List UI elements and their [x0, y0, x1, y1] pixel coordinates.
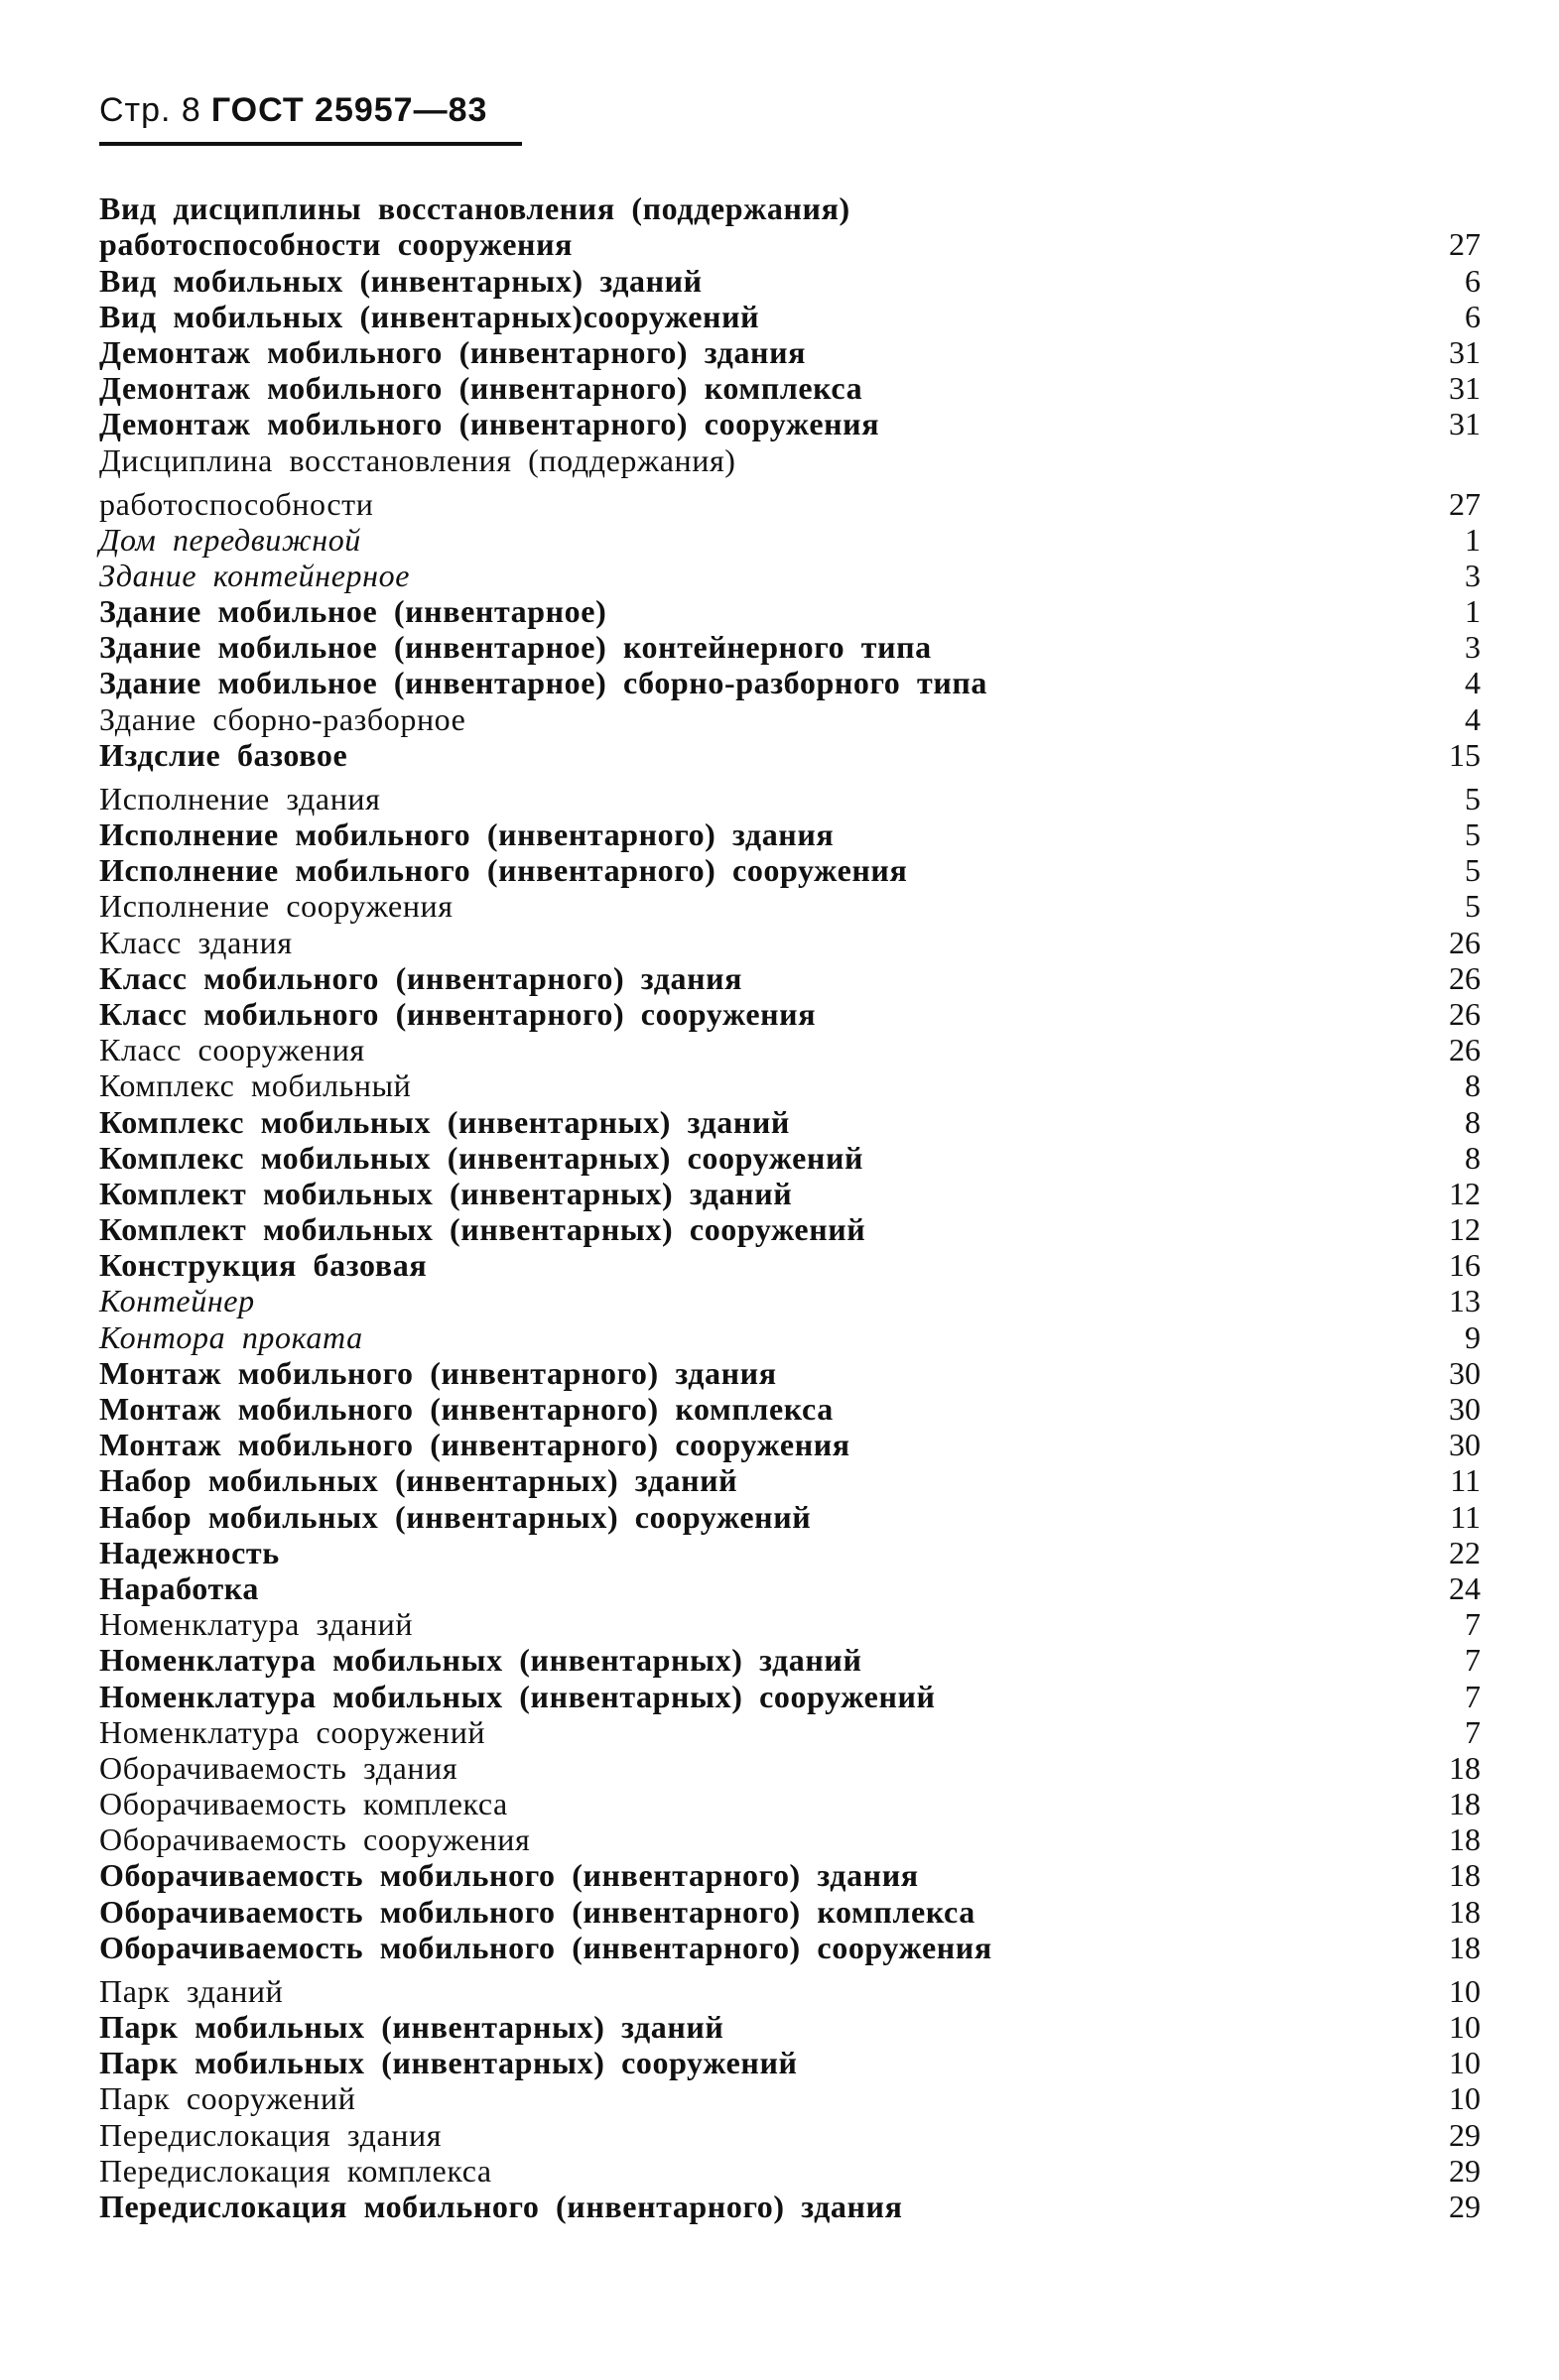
index-term: Комплект мобильных (инвентарных) сооружений: [99, 1211, 866, 1248]
index-page-number: 18: [1449, 1749, 1481, 1786]
index-term: Класс здания: [99, 924, 293, 960]
index-term: Вид дисциплины восстановления (поддержания): [99, 190, 850, 227]
index-page-number: 30: [1449, 1354, 1481, 1391]
index-page-number: 1: [1465, 593, 1481, 630]
index-entry: [99, 1534, 1481, 1572]
index-entry: [99, 1320, 1481, 1356]
index-entry: [99, 1139, 1481, 1178]
index-page-number: 15: [1449, 736, 1481, 773]
index-entry: [99, 192, 1481, 228]
index-term: Оборачиваемость мобильного (инвентарного) комплекса: [99, 1893, 975, 1930]
index-term: Комплект мобильных (инвентарных) зданий: [99, 1175, 793, 1211]
index-page-number: 10: [1449, 2080, 1481, 2117]
index-entry: [99, 595, 1481, 631]
index-entry: [99, 1213, 1481, 1249]
index-entry: [99, 1788, 1481, 1823]
index-page-number: 11: [1450, 1462, 1481, 1499]
index-entry: [99, 631, 1481, 667]
index-entry: [99, 1464, 1481, 1500]
index-entry: [99, 1749, 1481, 1788]
index-page-number: 6: [1465, 262, 1481, 299]
index-entry: [99, 995, 1481, 1034]
index-term: Исполнение здания: [99, 780, 381, 816]
index-term: Оборачиваемость мобильного (инвентарного) здания: [99, 1857, 919, 1894]
index-page-number: 31: [1449, 333, 1481, 370]
index-page-number: 11: [1450, 1498, 1481, 1535]
index-page-number: 18: [1449, 1857, 1481, 1894]
index-term: Здание контейнерное: [99, 557, 411, 593]
index-page-number: 3: [1465, 557, 1481, 593]
index-page-number: 31: [1449, 406, 1481, 442]
index-term: Парк сооружений: [99, 2080, 356, 2117]
index-entry: [99, 408, 1481, 443]
index-page-number: 18: [1449, 1821, 1481, 1858]
index-page-number: 18: [1449, 1893, 1481, 1930]
index-page-number: 12: [1449, 1211, 1481, 1248]
index-term: Демонтаж мобильного (инвентарного) сооружения: [99, 406, 880, 442]
index-entry: [99, 2118, 1481, 2154]
index-page-number: 29: [1449, 2116, 1481, 2153]
index-page-number: 26: [1449, 995, 1481, 1032]
index-entry: [99, 890, 1481, 926]
index-term: Класс сооружения: [99, 1032, 365, 1068]
index-page-number: 18: [1449, 1786, 1481, 1822]
index-term: Монтаж мобильного (инвентарного) сооружения: [99, 1427, 850, 1463]
index-entry: [99, 2011, 1481, 2047]
index-entry: [99, 1929, 1481, 1967]
index-term: работоспособности сооружения: [99, 226, 574, 263]
index-entry: [99, 854, 1481, 890]
index-page-number: 13: [1449, 1283, 1481, 1319]
index-entry: [99, 2152, 1481, 2191]
index-term: Оборачиваемость комплекса: [99, 1786, 508, 1822]
index-page-number: 7: [1465, 1678, 1481, 1714]
index-page-number: 5: [1465, 852, 1481, 889]
index-term: Номенклатура мобильных (инвентарных) зданий: [99, 1642, 862, 1679]
index-term: Номенклатура мобильных (инвентарных) сооружений: [99, 1678, 936, 1714]
index-entry: [99, 521, 1481, 560]
index-page-number: 29: [1449, 2188, 1481, 2224]
index-page-number: 7: [1465, 1642, 1481, 1679]
index-entry: [99, 1500, 1481, 1536]
index-page-number: 16: [1449, 1247, 1481, 1284]
index-entry: [99, 1175, 1481, 1213]
index-term: Передислокация здания: [99, 2116, 443, 2153]
index-entry: [99, 1354, 1481, 1393]
index-page-number: 18: [1449, 1929, 1481, 1965]
index-term: Исполнение мобильного (инвентарного) сооружения: [99, 852, 908, 889]
index-page-number: 4: [1465, 700, 1481, 737]
index-page-number: 9: [1465, 1318, 1481, 1355]
index-term: Набор мобильных (инвентарных) сооружений: [99, 1498, 812, 1535]
index-page-number: 26: [1449, 924, 1481, 960]
index-term: Оборачиваемость сооружения: [99, 1821, 531, 1858]
index-term: Здание мобильное (инвентарное): [99, 593, 607, 630]
index-page-number: 10: [1449, 2009, 1481, 2045]
index-term: работоспособности: [99, 485, 374, 522]
index-entry: [99, 1644, 1481, 1680]
index-entry: [99, 298, 1481, 336]
index-term: Номенклатура зданий: [99, 1606, 414, 1643]
index-entry: [99, 372, 1481, 408]
index-entry: [99, 333, 1481, 372]
index-term: Класс мобильного (инвентарного) здания: [99, 959, 743, 996]
index-page-number: 27: [1449, 226, 1481, 263]
index-page-number: 22: [1449, 1534, 1481, 1570]
alphabetical-term-index: [99, 192, 1481, 2226]
index-page-number: 5: [1465, 780, 1481, 816]
index-term: Дом передвижной: [99, 521, 361, 558]
index-term: Монтаж мобильного (инвентарного) комплекса: [99, 1391, 834, 1427]
page-header: [99, 91, 487, 130]
index-term: Дисциплина восстановления (поддержания): [99, 441, 736, 478]
index-entry: [99, 1285, 1481, 1320]
index-term: Контора проката: [99, 1318, 363, 1355]
index-entry: [99, 1069, 1481, 1105]
index-page-number: 5: [1465, 888, 1481, 925]
index-entry: [99, 557, 1481, 595]
index-page-number: 10: [1449, 2045, 1481, 2081]
page-number-label: Стр. 8: [99, 91, 201, 129]
header-underline: [99, 142, 522, 146]
index-term: Исполнение сооружения: [99, 888, 454, 925]
index-page-number: 7: [1465, 1606, 1481, 1643]
index-term: Передислокация комплекса: [99, 2152, 492, 2189]
index-term: Издслие базовое: [99, 736, 348, 773]
index-term: Здание сборно-разборное: [99, 700, 466, 737]
index-page-number: 3: [1465, 629, 1481, 666]
index-term: Комплекс мобильных (инвентарных) зданий: [99, 1103, 790, 1140]
index-term: Передислокация мобильного (инвентарного) здания: [99, 2188, 903, 2224]
index-page-number: 29: [1449, 2152, 1481, 2189]
index-page-number: 31: [1449, 370, 1481, 407]
index-term: Комплекс мобильных (инвентарных) сооружений: [99, 1139, 864, 1176]
index-entry: [99, 1105, 1481, 1141]
index-entry: [99, 1713, 1481, 1752]
index-page-number: 8: [1465, 1103, 1481, 1140]
index-entry: [99, 2047, 1481, 2082]
standard-designation: ГОСТ 25957—83: [210, 91, 488, 129]
index-term: Вид мобильных (инвентарных)сооружений: [99, 298, 760, 334]
index-entry: [99, 926, 1481, 961]
index-term: Парк мобильных (инвентарных) сооружений: [99, 2045, 798, 2081]
index-entry: [99, 1249, 1481, 1285]
index-term: Демонтаж мобильного (инвентарного) комплекса: [99, 370, 863, 407]
index-entry: [99, 667, 1481, 702]
index-entry: [99, 1393, 1481, 1429]
index-entry: [99, 775, 1481, 818]
index-page-number: 27: [1449, 485, 1481, 522]
index-page-number: 4: [1465, 665, 1481, 701]
index-page-number: 7: [1465, 1713, 1481, 1750]
index-term: Оборачиваемость мобильного (инвентарного) сооружения: [99, 1929, 992, 1965]
index-term: Набор мобильных (инвентарных) зданий: [99, 1462, 738, 1499]
index-term: Исполнение мобильного (инвентарного) здания: [99, 816, 835, 852]
index-term: Парк мобильных (инвентарных) зданий: [99, 2009, 724, 2045]
index-entry: [99, 1429, 1481, 1464]
index-page-number: 1: [1465, 521, 1481, 558]
index-term: Комплекс мобильный: [99, 1067, 412, 1104]
index-term: Надежность: [99, 1534, 280, 1570]
index-page-number: 6: [1465, 298, 1481, 334]
index-entry: [99, 228, 1481, 264]
index-term: Демонтаж мобильного (инвентарного) здания: [99, 333, 807, 370]
index-page-number: 26: [1449, 1032, 1481, 1068]
index-entry: [99, 736, 1481, 775]
index-term: Вид мобильных (инвентарных) зданий: [99, 262, 703, 299]
index-page-number: 8: [1465, 1067, 1481, 1104]
index-page-number: 24: [1449, 1569, 1481, 1606]
index-page-number: 30: [1449, 1427, 1481, 1463]
index-entry: [99, 264, 1481, 300]
index-term: Номенклатура сооружений: [99, 1713, 486, 1750]
index-term: Здание мобильное (инвентарное) контейнерного типа: [99, 629, 932, 666]
index-term: Наработка: [99, 1569, 259, 1606]
index-page-number: 12: [1449, 1175, 1481, 1211]
index-entry: [99, 443, 1481, 479]
index-entry: [99, 1680, 1481, 1715]
index-term: Контейнер: [99, 1283, 255, 1319]
index-term: Оборачиваемость здания: [99, 1749, 458, 1786]
index-entry: [99, 1569, 1481, 1608]
index-term: Здание мобильное (инвентарное) сборно-разборного типа: [99, 665, 988, 701]
index-page-number: 8: [1465, 1139, 1481, 1176]
index-term: Парк зданий: [99, 1972, 284, 2009]
index-entry: [99, 818, 1481, 854]
index-term: Класс мобильного (инвентарного) сооружения: [99, 995, 817, 1032]
index-entry: [99, 959, 1481, 998]
index-entry: [99, 1859, 1481, 1895]
index-entry: [99, 702, 1481, 738]
index-entry: [99, 1823, 1481, 1859]
index-entry: [99, 2188, 1481, 2226]
index-term: Монтаж мобильного (инвентарного) здания: [99, 1354, 777, 1391]
index-page-number: 5: [1465, 816, 1481, 852]
index-entry: [99, 1967, 1481, 2011]
index-page-number: 30: [1449, 1391, 1481, 1427]
index-entry: [99, 1034, 1481, 1069]
index-page-number: 26: [1449, 959, 1481, 996]
index-page-number: 10: [1449, 1972, 1481, 2009]
index-entry: [99, 1608, 1481, 1644]
index-entry: [99, 1895, 1481, 1931]
index-term: Конструкция базовая: [99, 1247, 428, 1284]
index-entry: [99, 2082, 1481, 2118]
index-entry: [99, 480, 1481, 524]
